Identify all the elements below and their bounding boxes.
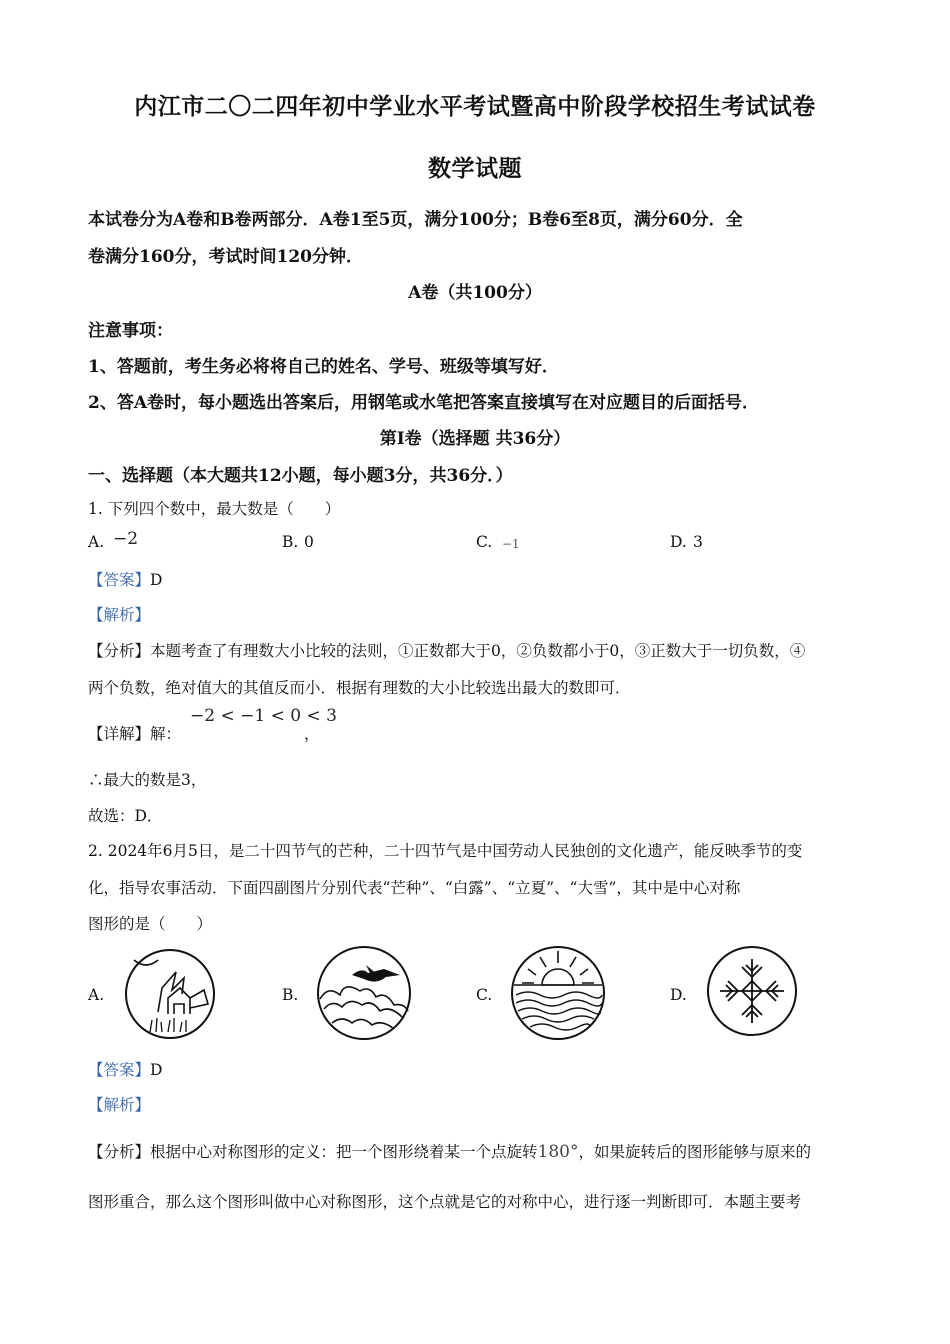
- q1-detail-suffix: ，: [304, 725, 320, 743]
- q1-detail-prefix: 【详解】解：: [88, 725, 182, 743]
- q1-stem: 1. 下列四个数中，最大数是（ ）: [88, 500, 341, 518]
- q2-fenxi-line-2: 图形重合，那么这个图形叫做中心对称图形，这个点就是它的对称中心，进行逐一判断即可．本题主要考: [88, 1193, 802, 1211]
- q2-fenxi-line-1: [88, 1140, 811, 1162]
- q2-option-c-image: [510, 945, 606, 1041]
- section-1-heading: 一、选择题（本大题共12小题，每小题3分，共36分．）: [88, 466, 513, 486]
- q2-answer-value: D: [150, 1061, 163, 1079]
- q1-option-d-label: D.: [670, 533, 687, 551]
- q1-detail-math: −2 < −1 < 0 < 3: [190, 706, 337, 726]
- q2-option-c-label: C.: [476, 986, 493, 1004]
- q2-answer-tag: 【答案】: [88, 1061, 151, 1079]
- q1-analysis-tag: 【解析】: [88, 606, 151, 624]
- q1-option-a-label: A.: [88, 533, 105, 551]
- q1-option-b-value: 0: [304, 533, 314, 551]
- q2-fenxi-line-1-b: ，如果旋转后的图形能够与原来的: [578, 1143, 811, 1161]
- intro-line-1: 本试卷分为A卷和B卷两部分．A卷1至5页，满分100分；B卷6至8页，满分60分．全: [88, 210, 743, 230]
- q1-answer-tag: 【答案】: [88, 571, 151, 589]
- q1-fenxi-line-1: 【分析】本题考查了有理数大小比较的法则，①正数都大于0，②负数都小于0，③正数大于一切负数，④: [88, 642, 806, 660]
- q1-conclusion: ∴最大的数是3，: [88, 771, 207, 789]
- q1-option-d-value: 3: [693, 533, 703, 551]
- page-title: 内江市二〇二四年初中学业水平考试暨高中阶段学校招生考试试卷: [134, 93, 816, 120]
- intro-line-2: 卷满分160分，考试时间120分钟．: [88, 247, 363, 267]
- q2-option-a-image: [124, 948, 216, 1040]
- q1-fenxi-line-2: 两个负数，绝对值大的其值反而小．根据有理数的大小比较选出最大的数即可．: [88, 679, 631, 697]
- q2-option-a-label: A.: [88, 986, 105, 1004]
- q1-option-c-value: −1: [502, 537, 520, 551]
- q1-option-a-value: −2: [113, 529, 139, 549]
- notice-title: 注意事项：: [88, 321, 173, 341]
- q2-option-b-image: [316, 945, 412, 1041]
- q1-option-c-label: C.: [476, 533, 493, 551]
- q2-fenxi-degree: 180°: [537, 1142, 579, 1162]
- q2-answer: [88, 1058, 162, 1080]
- q2-option-d-label: D.: [670, 986, 687, 1004]
- q1-answer-value: D: [150, 571, 163, 589]
- q2-analysis-tag: 【解析】: [88, 1096, 151, 1114]
- q2-stem-line-3: 图形的是（ ）: [88, 915, 213, 933]
- q1-choose: 故选：D．: [88, 807, 163, 825]
- q2-option-d-image: [706, 945, 798, 1037]
- q2-stem-line-2: 化，指导农事活动．下面四副图片分别代表“芒种”、“白露”、“立夏”、“大雪”，其中是中心对称: [88, 879, 741, 897]
- section-a-heading: A卷（共100分）: [408, 283, 542, 303]
- q2-fenxi-line-1-a: 【分析】根据中心对称图形的定义：把一个图形绕着某一个点旋转: [88, 1143, 538, 1161]
- q2-option-b-label: B.: [282, 986, 299, 1004]
- page-subtitle: 数学试题: [428, 155, 522, 182]
- notice-item-1: 1、答题前，考生务必将将自己的姓名、学号、班级等填写好．: [88, 357, 559, 377]
- q1-answer: [88, 568, 162, 590]
- q1-option-b-label: B.: [282, 533, 299, 551]
- part-1-heading: 第Ⅰ卷（选择题 共36分）: [379, 429, 571, 449]
- notice-item-2: 2、答A卷时，每小题选出答案后，用钢笔或水笔把答案直接填写在对应题目的后面括号．: [88, 393, 760, 413]
- q2-stem-line-1: 2. 2024年6月5日，是二十四节气的芒种，二十四节气是中国劳动人民独创的文化遗产，能反映季节的变: [88, 842, 803, 860]
